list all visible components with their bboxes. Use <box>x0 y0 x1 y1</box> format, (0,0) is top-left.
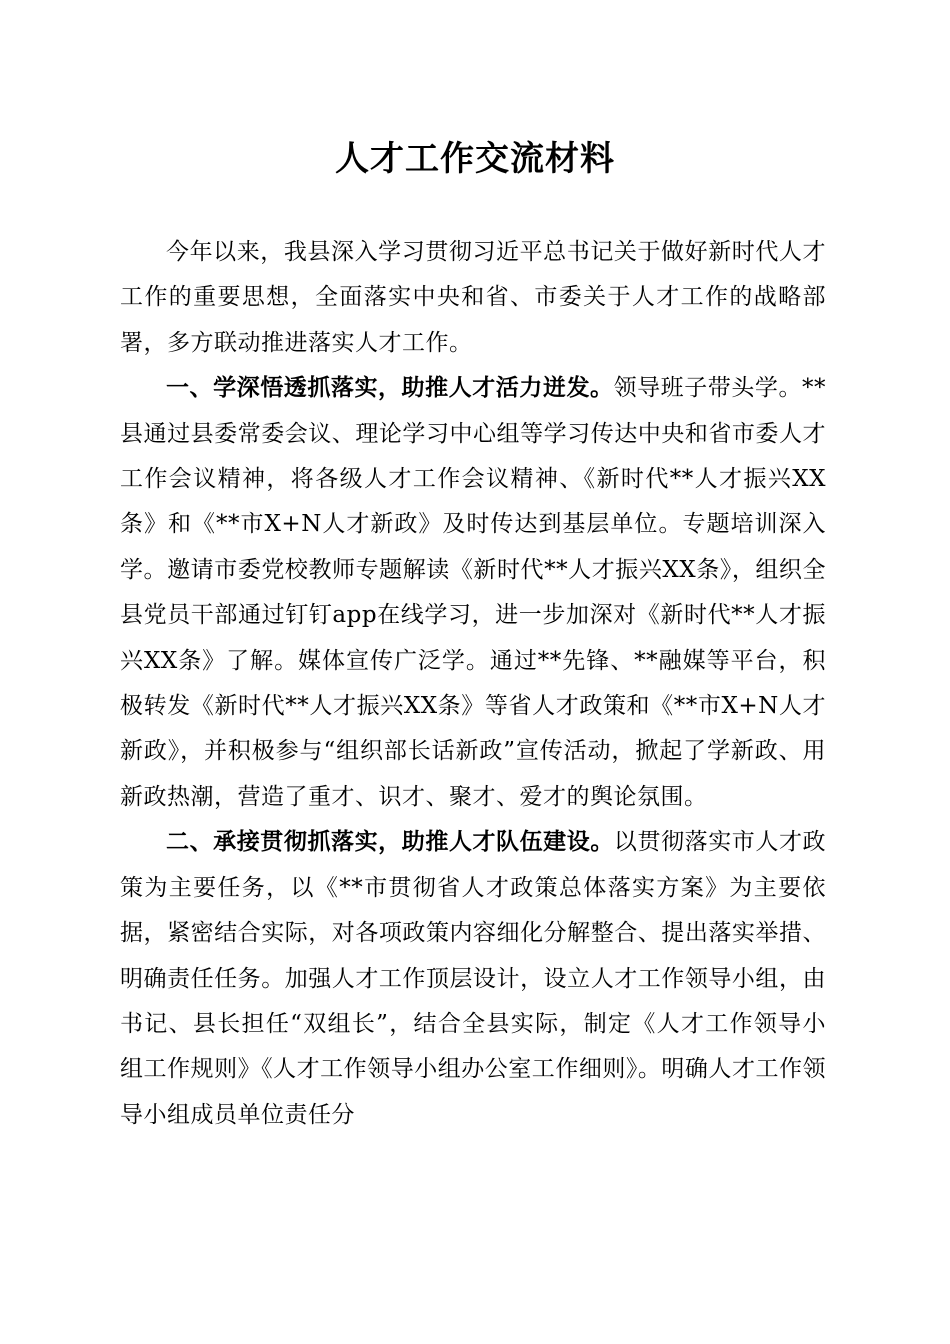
section-text-1: 领导班子带头学。**县通过县委常委会议、理论学习中心组等学习传达中央和省市委人才工作会议精神，将各级人才工作会议精神、《新时代**人才振兴XX条》和《**市X+N人才新政》及时传达到基层单位。专题培训深入学。邀请市委党校教师专题解读《新时代**人才振兴XX条》，组织全县党员干部通过钉钉app在线学习，进一步加深对《新时代**人才振兴XX条》了解。媒体宣传广泛学。通过**先锋、**融媒等平台，积极转发《新时代**人才振兴XX条》等省人才政策和《**市X+N人才新政》，并积极参与“组织部长话新政”宣传活动，掀起了学新政、用新政热潮，营造了重才、识才、聚才、爱才的舆论氛围。 <box>120 375 827 810</box>
document-title: 人才工作交流材料 <box>335 139 615 179</box>
section-heading-1: 一、学深悟透抓落实，助推人才活力迸发。 <box>166 375 614 402</box>
section-text-2: 以贯彻落实市人才政策为主要任务，以《**市贯彻省人才政策总体落实方案》为主要依据，紧密结合实际，对各项政策内容细化分解整合、提出落实举措、明确责任任务。加强人才工作顶层设计，设立人才工作领导小组，由书记、县长担任“双组长”，结合全县实际，制定《人才工作领导小组工作规则》《人才工作领导小组办公室工作细则》。明确人才工作领导小组成员单位责任分 <box>120 829 827 1128</box>
section-heading-2: 二、承接贯彻抓落实，助推人才队伍建设。 <box>166 829 614 856</box>
document-body <box>120 230 826 1138</box>
intro-paragraph: 今年以来，我县深入学习贯彻习近平总书记关于做好新时代人才工作的重要思想，全面落实中央和省、市委关于人才工作的战略部署，多方联动推进落实人才工作。 <box>120 239 826 356</box>
section-paragraph-1 <box>120 366 826 820</box>
section-paragraph-2 <box>120 820 826 1138</box>
